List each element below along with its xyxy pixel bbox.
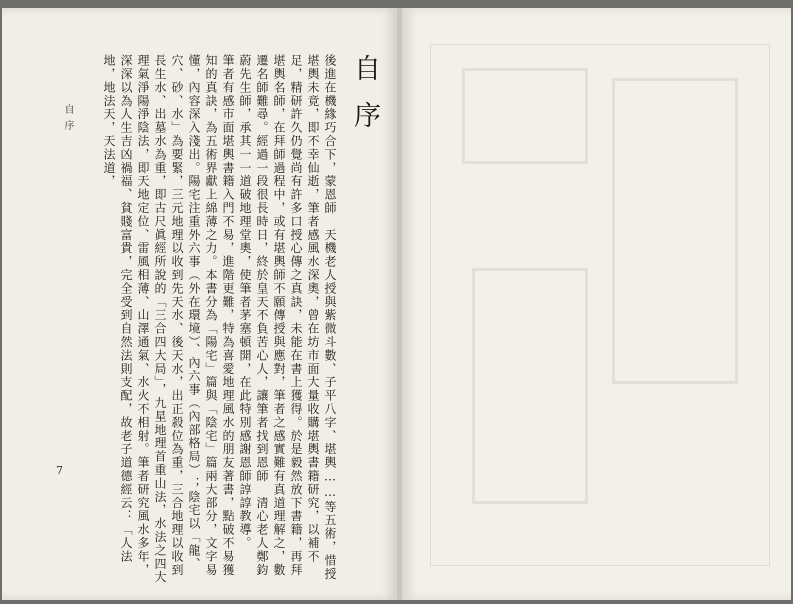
- bleed-through-box: [472, 268, 588, 504]
- running-head: 自序: [62, 104, 73, 136]
- page-number: 7: [56, 464, 63, 477]
- preface-text: [58, 54, 390, 588]
- paragraph-1: 後進在機緣巧合下，蒙恩師 天機老人授與紫微斗數、子平八字、堪輿……等五術，惜授堪輿未竟，即不幸仙逝，筆者感風水深奧，曾在坊市面大量收購堪輿書籍研究，以補不足，精研許久仍覺尚有許多口授心傳之真訣，未能在書上獲得。於是毅然放下書籍，再拜堪輿名師，在拜師過程中，或有堪輿師不願傳授與應對，筆者之感實難有真道理解之，數遷名師難尋。經過一段很長時日，終於皇天不負苦心人，讓筆者找到恩師 清心老人鄭鈞蔚先生師，承其一一道破地理堂奧，使筆者茅塞頓開，在此特別感謝恩師諄諄教導。: [238, 54, 337, 581]
- left-page: [2, 8, 398, 600]
- right-page-bleed-through: [402, 8, 791, 600]
- paragraph-2: 筆者有感市面堪輿書籍入門不易，進階更難，特為喜愛地理風水的朋友著書，點破不易獲知的真訣，為五術界獻上綿薄之力。本書分為「陽宅」篇與「陰宅」篇兩大部分，文字易懂，內容深入淺出。陽宅注重外六事（外在環境）、內六事（內部格局）；陰宅以「龍、穴、砂、水」為要緊，三元地理以收到先天水、後天水，出正殺位為重，三合地理以收到長生水、出墓水為重，即古尺眞經所說的「三合四大局」，九星地理首重山法，水法之四大理氣淨陽淨陰法，即天地定位、雷風相薄、山澤通氣、水火不相射。筆者研究風水多年，深深以為人生吉凶禍福、貧賤富貴，完全受到自然法則支配，故老子道德經云：「人法地，地法天，天法道，: [102, 54, 235, 584]
- bleed-through-box: [462, 68, 588, 164]
- bleed-through-box: [612, 78, 738, 384]
- chapter-title: 自序: [349, 54, 380, 148]
